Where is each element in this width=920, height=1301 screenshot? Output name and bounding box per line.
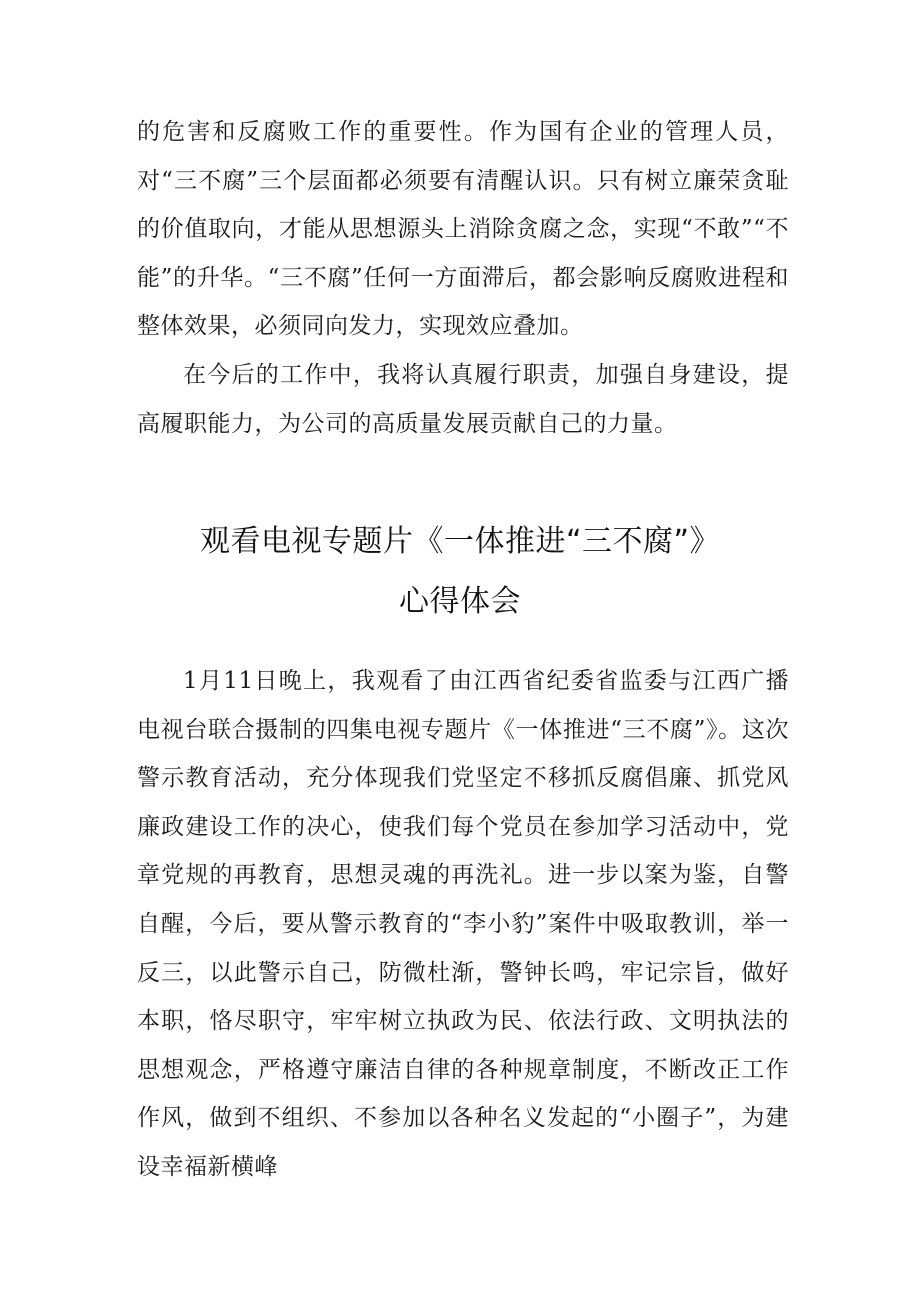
- continuation-paragraph-1: 的危害和反腐败工作的重要性。作为国有企业的管理人员，对“三不腐”三个层面都必须要有清醒认识。只有树立廉荣贪耻的价值取向，才能从思想源头上消除贪腐之念，实现“不敢”“不能”的升华。“三不腐”任何一方面滞后，都会影响反腐败进程和整体效果，必须同向发力，实现效应叠加。: [137, 119, 789, 340]
- continuation-paragraph-2: 在今后的工作中，我将认真履行职责，加强自身建设，提高履职能力，为公司的高质量发展贡献自己的力量。: [137, 361, 789, 437]
- article-title: [100, 512, 820, 632]
- article-body: [137, 657, 789, 1192]
- article-paragraph-1: 1月11日晚上，我观看了由江西省纪委省监委与江西广播电视台联合摄制的四集电视专题片《一体推进“三不腐”》。这次警示教育活动，充分体现我们党坚定不移抓反腐倡廉、抓党风廉政建设工作的决心，使我们每个党员在参加学习活动中，党章党规的再教育，思想灵魂的再洗礼。进一步以案为鉴，自警自醒，今后，要从警示教育的“李小豹”案件中吸取教训，举一反三，以此警示自己，防微杜渐，警钟长鸣，牢记宗旨，做好本职，恪尽职守，牢牢树立执政为民、依法行政、文明执法的思想观念，严格遵守廉洁自律的各种规章制度，不断改正工作作风，做到不组织、不参加以各种名义发起的“小圈子”，为建设幸福新横峰: [137, 668, 789, 1180]
- article-title-line-1: 观看电视专题片《一体推进“三不腐”》: [199, 524, 721, 559]
- continuation-section: [137, 108, 789, 448]
- article-title-line-2: 心得体会: [399, 584, 521, 619]
